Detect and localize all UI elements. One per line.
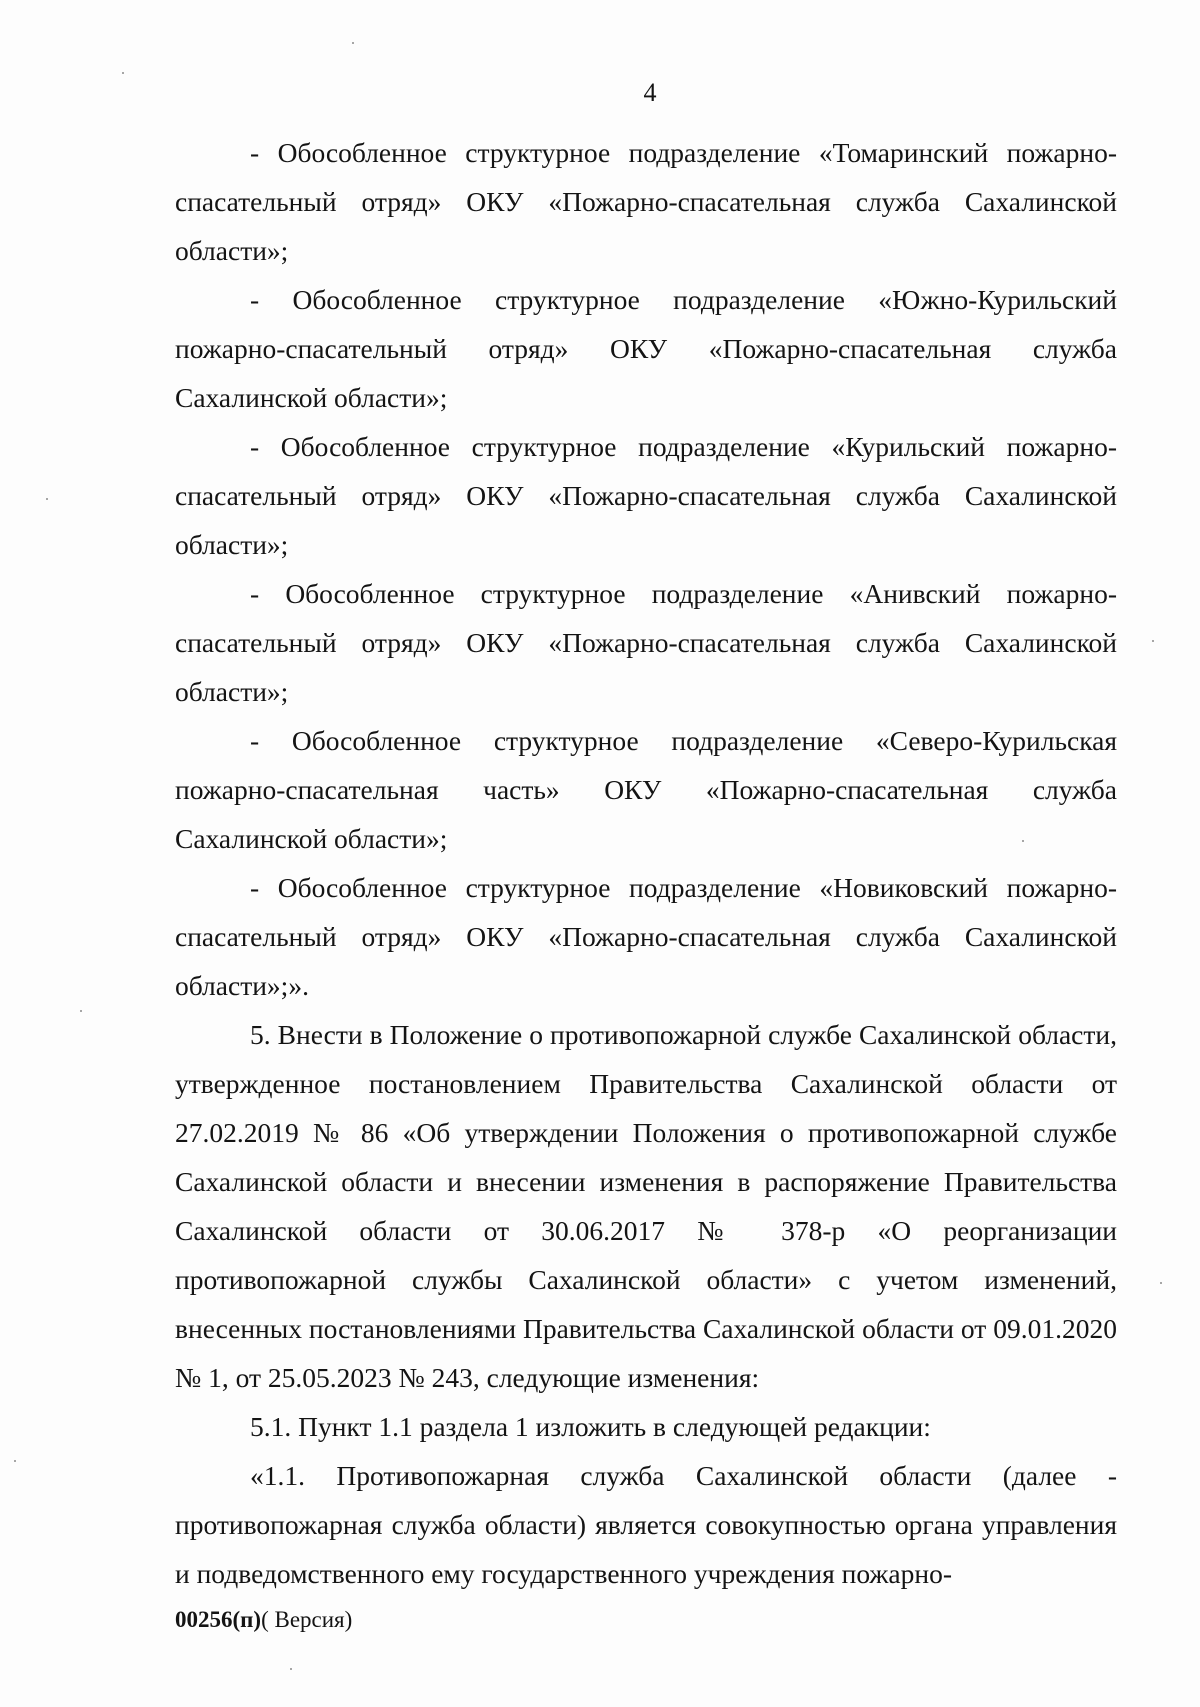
- paragraph-kurilsky: - Обособленное структурное подразделение «Курильский пожарно-спасательный отряд» ОКУ «Пожарно-спасательная служба Сахалинской области»;: [175, 431, 1117, 560]
- paragraph-anivsky: - Обособленное структурное подразделение «Анивский пожарно-спасательный отряд» ОКУ «Пожарно-спасательная служба Сахалинской области»;: [175, 578, 1117, 707]
- scan-speck: [46, 498, 48, 500]
- paragraph-yuzhno-kurilsky: - Обособленное структурное подразделение «Южно-Курильский пожарно-спасательный отряд» ОКУ «Пожарно-спасательная служба Сахалинской области»;: [175, 284, 1117, 413]
- scan-speck: [352, 42, 354, 44]
- paragraph-item-5: 5. Внести в Положение о противопожарной службе Сахалинской области, утвержденное постановлением Правительства Сахалинской области от 27.02.2019 № 86 «Об утверждении Положения о противопожарной службе Сахалинской области и внесении изменения в распоряжение Правительства Сахалинской области от 30.06.2017 № 378-р «О реорганизации противопожарной службы Сахалинской области» с учетом изменений, внесенных постановлениями Правительства Сахалинской области от 09.01.2020 № 1, от 25.05.2023 № 243, следующие изменения:: [175, 1019, 1117, 1393]
- scan-speck: [122, 72, 124, 74]
- scan-speck: [1160, 1282, 1162, 1284]
- paragraph-tomarinsky: - Обособленное структурное подразделение «Томаринский пожарно-спасательный отряд» ОКУ «Пожарно-спасательная служба Сахалинской области»;: [175, 137, 1117, 266]
- paragraph-novikovsky: - Обособленное структурное подразделение «Новиковский пожарно-спасательный отряд» ОКУ «Пожарно-спасательная служба Сахалинской области»;».: [175, 872, 1117, 1001]
- scan-speck: [1152, 640, 1154, 642]
- document-body: [175, 128, 1117, 1598]
- page-number: 4: [643, 78, 657, 107]
- scan-speck: [14, 1460, 16, 1462]
- document-version: ( Версия): [261, 1607, 353, 1632]
- paragraph-item-5-1: 5.1. Пункт 1.1 раздела 1 изложить в следующей редакции:: [250, 1411, 931, 1442]
- scan-speck: [80, 1010, 82, 1012]
- scan-speck: [290, 1668, 292, 1670]
- document-code: 00256(п): [175, 1607, 262, 1632]
- paragraph-item-1-1: «1.1. Противопожарная служба Сахалинской области (далее - противопожарная служба области) является совокупностью органа управления и подведомственного ему государственного учреждения пожарно-: [175, 1460, 1117, 1589]
- paragraph-severo-kurilskaya: - Обособленное структурное подразделение «Северо-Курильская пожарно-спасательная часть» ОКУ «Пожарно-спасательная служба Сахалинской области»;: [175, 725, 1117, 854]
- document-footer: [175, 1606, 352, 1634]
